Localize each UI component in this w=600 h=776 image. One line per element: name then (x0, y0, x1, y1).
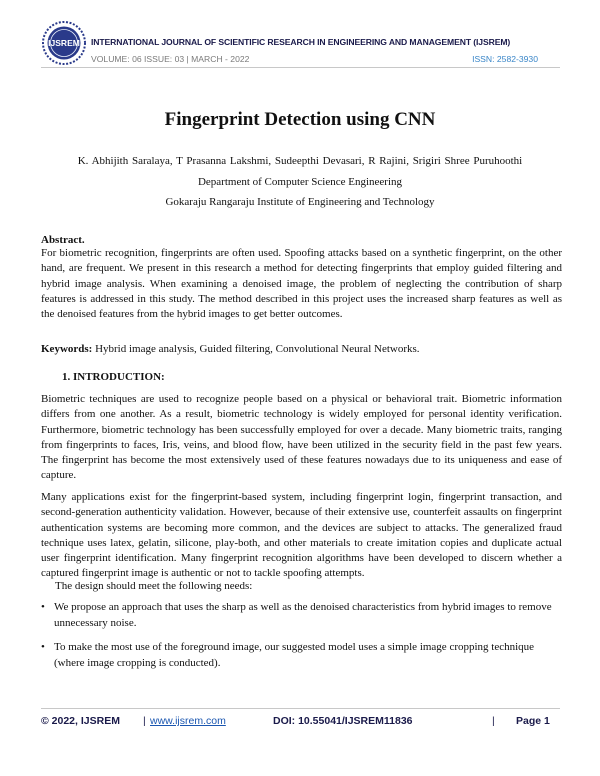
institute: Gokaraju Rangaraju Institute of Engineering and Technology (165, 196, 435, 208)
footer-doi: DOI: 10.55041/IJSREM11836 (273, 715, 413, 727)
header-divider (41, 67, 560, 68)
keywords-text: Hybrid image analysis, Guided filtering, Convolutional Neural Networks. (95, 343, 420, 355)
list-item-text: We propose an approach that uses the sharp as well as the denoised characteristics from hybrid images to remove unnecessary noise. (54, 601, 552, 629)
department: Department of Computer Science Engineering (197, 176, 403, 188)
introduction-paragraph-2: Many applications exist for the fingerprint-based system, including fingerprint login, fingerprint transaction, and second-generation authenticity validation. However, because of their extensive use, counterfeit assaults on fingerprint authentication systems are becoming more common, and the devices are subject to attacks. The generalized fraud technique uses latex, gelatin, silicone, play-both, and other materials to create imitation copies and duplicate actual user fingerprint identification. Many fingerprint recognition algorithms have been developed to discern whether a captured fingerprint image is authentic or not to tackle spoofing attempts. (41, 491, 562, 580)
keywords-label: Keywords: (41, 343, 93, 355)
footer-separator: | (143, 715, 146, 727)
paper-title: Fingerprint Detection using CNN (164, 109, 436, 130)
page-number: Page 1 (516, 715, 550, 727)
journal-name: INTERNATIONAL JOURNAL OF SCIENTIFIC RESEARCH IN ENGINEERING AND MANAGEMENT (IJSREM) (91, 37, 511, 47)
author-list: K. Abhijith Saralaya, T Prasanna Lakshmi, Sudeepthi Devasari, R Rajini, Srigiri Shree Puruhoothi (77, 155, 523, 167)
list-item (41, 600, 562, 632)
list-item (41, 640, 562, 672)
introduction-paragraph-1: Biometric techniques are used to recognize people based on a physical or behavioral trait. Biometric information differs from one another. As a result, biometric technology is widely employed for personal identity verification. Furthermore, biometric technology has been successfully employed for over a decade. Many biometric traits, ranging from fingerprints to faces, Iris, veins, and blood flow, have been utilized in the security field in the past few years. The fingerprint has become the most extensively used of these features nowadays due to its uniqueness and ease of capture. (41, 393, 562, 482)
abstract-text: For biometric recognition, fingerprints are often used. Spoofing attacks based on a synthetic fingerprint, on the other hand, are frequent. We present in this research a method for detecting fingerprints that employ guided filtering and hybrid image analysis. When examining a denoised image, the problem of neglecting the contribution of sharp features is addressed in this study. The method described in this project uses the increased sharp features as well as the denoised features from the hybrid images to get better outcomes. (41, 247, 562, 321)
footer-copyright: © 2022, IJSREM (41, 715, 120, 727)
keywords (41, 342, 562, 357)
list-item-text: To make the most use of the foreground image, our suggested model uses a simple image cropping technique (where image cropping is conducted). (54, 641, 535, 669)
section-heading-introduction: 1. INTRODUCTION: (62, 371, 165, 383)
abstract-heading: Abstract. (41, 234, 85, 246)
footer-divider (41, 708, 560, 709)
design-needs-line: The design should meet the following needs: (55, 580, 253, 592)
volume-issue: VOLUME: 06 ISSUE: 03 | MARCH - 2022 (91, 54, 250, 64)
svg-text:IJSREM: IJSREM (48, 38, 80, 48)
footer-separator: | (492, 715, 495, 727)
bullet-icon: • (41, 641, 45, 653)
footer-website-link[interactable]: www.ijsrem.com (150, 715, 226, 727)
journal-logo (41, 20, 87, 66)
issn: ISSN: 2582-3930 (472, 54, 538, 64)
bullet-icon: • (41, 601, 45, 613)
